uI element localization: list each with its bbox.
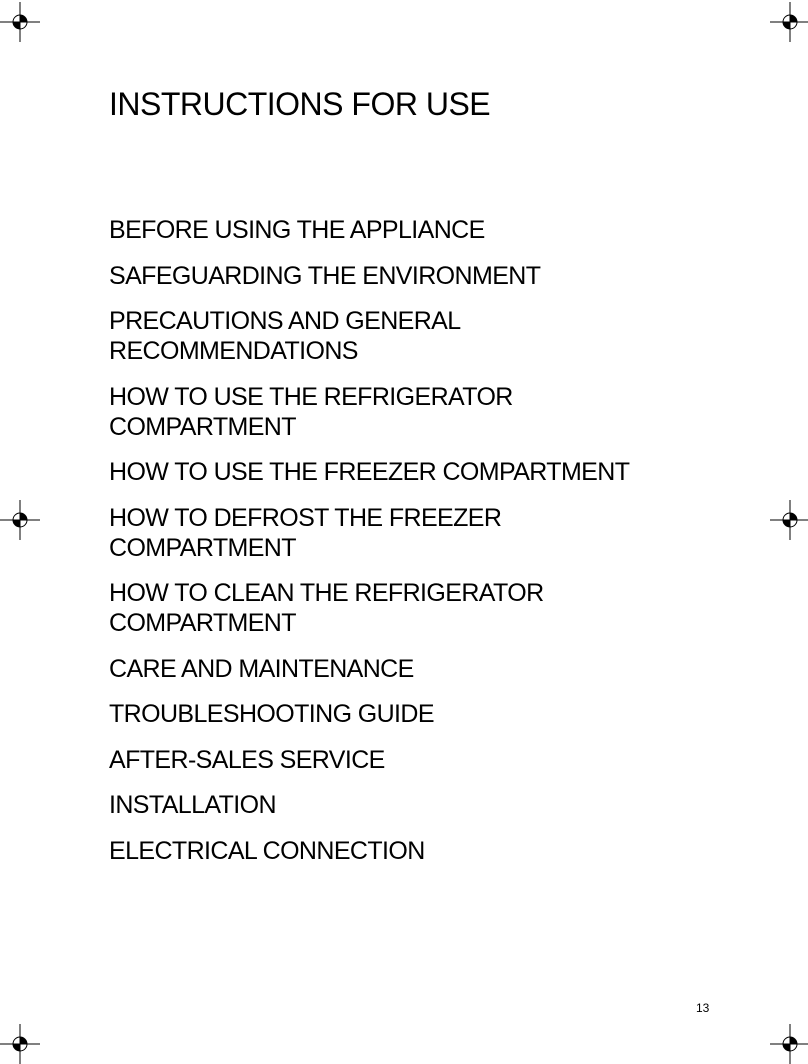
contents-item-line: ELECTRICAL CONNECTION — [109, 836, 425, 865]
contents-item — [109, 457, 729, 487]
contents-item — [109, 503, 729, 563]
registration-mark-icon — [770, 2, 808, 42]
contents-item-line: CARE AND MAINTENANCE — [109, 654, 414, 683]
contents-item-line: COMPARTMENT — [109, 609, 296, 637]
page-title: INSTRUCTIONS FOR USE — [109, 86, 491, 122]
contents-item-line: HOW TO DEFROST THE FREEZER — [109, 503, 502, 532]
contents-item — [109, 699, 729, 729]
contents-item — [109, 654, 729, 684]
registration-mark-icon — [770, 1024, 808, 1064]
contents-item-line: COMPARTMENT — [109, 412, 296, 441]
contents-item — [109, 578, 729, 638]
contents-list — [109, 215, 729, 881]
registration-mark-icon — [0, 500, 40, 540]
contents-item — [109, 261, 729, 291]
page-number: 13 — [696, 1001, 710, 1015]
registration-mark-icon — [0, 2, 40, 42]
contents-item-line: COMPARTMENT — [109, 533, 296, 562]
contents-item-line: HOW TO USE THE FREEZER COMPARTMENT — [109, 458, 630, 486]
contents-item-line: HOW TO CLEAN THE REFRIGERATOR — [109, 579, 544, 607]
contents-item — [109, 790, 729, 820]
contents-item-line: BEFORE USING THE APPLIANCE — [109, 216, 485, 244]
contents-item — [109, 382, 729, 442]
contents-item-line: SAFEGUARDING THE ENVIRONMENT — [109, 261, 541, 290]
contents-item-line: AFTER-SALES SERVICE — [109, 745, 385, 774]
registration-mark-icon — [770, 500, 808, 540]
contents-item — [109, 215, 729, 245]
contents-item-line: HOW TO USE THE REFRIGERATOR — [109, 382, 513, 411]
contents-item — [109, 836, 729, 866]
registration-mark-icon — [0, 1024, 40, 1064]
contents-item-line: RECOMMENDATIONS — [109, 337, 358, 365]
contents-item — [109, 745, 729, 775]
contents-item-line: PRECAUTIONS AND GENERAL — [109, 307, 461, 335]
contents-item-line: INSTALLATION — [109, 791, 276, 819]
contents-item — [109, 306, 729, 366]
contents-item-line: TROUBLESHOOTING GUIDE — [109, 700, 434, 728]
